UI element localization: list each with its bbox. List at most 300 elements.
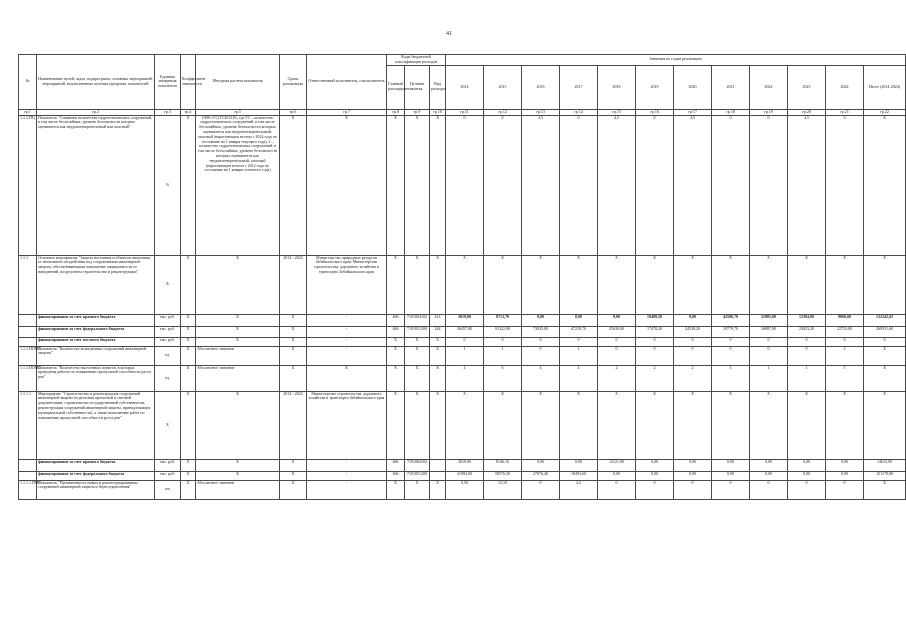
row-code-admin: X [387, 337, 405, 346]
row-value: 19779,70 [712, 326, 750, 337]
row-value: 0 [636, 115, 674, 255]
colnum: гр.20 [788, 109, 826, 115]
program-table [18, 54, 906, 500]
row-value: 0,00 [560, 314, 598, 326]
row-value: 3019,00 [446, 459, 484, 471]
row-value: 0 [826, 115, 864, 255]
row-total: X [864, 480, 906, 499]
row-value: 23023,20 [788, 326, 826, 337]
row-responsible: - [307, 326, 387, 337]
header-code-type: Вид расходов [430, 65, 446, 109]
row-value: 0 [750, 115, 788, 255]
row-value: 0 [636, 337, 674, 346]
header-year: 2020 [674, 65, 712, 109]
row-value: 8146,10 [484, 459, 522, 471]
row-value: 0 [522, 346, 560, 365]
header-row-1 [19, 55, 906, 66]
row-responsible: Министерство природных ресурсов Забайкальского края; Министерство строительства, дорожного хозяйства и транспорта Забайкальского края [307, 255, 387, 314]
row-value: 36457,00 [446, 326, 484, 337]
row-code-type: X [430, 115, 446, 255]
colnum: гр.5 [196, 109, 280, 115]
row-coef: X [181, 337, 196, 346]
row-period: X [280, 337, 307, 346]
row-value: 0 [598, 480, 636, 499]
row-method: 100%×ГС(ГС2012)%, где ГС – количество гидротехнических сооружений, в том числе бесхозяйных, уровень безопасности которых оценивается как неудовлетворительный, опасный (нарастающим итогом с 2014 года по состоянию на 1 января текущего года), 2 – количество гидротехнических сооружений, в том числе бесхозяйных, уровень безопасности которых оценивается как неудовлетворительный, опасный (нарастающим итогом с 2012 года по состоянию на 1 января отчетного года) [196, 115, 280, 255]
row-name: Мероприятие "Строительство и реконструкция сооружений инженерной защиты (подготовка проектной и сметной документации, строительство государственной собственности, реконструкция сооружений инженерной защиты, принадлежащих муниципальной собственности), а также выполнение работ по повышению пропускной способности русел рек" [37, 391, 155, 459]
row-value: 0,00 [674, 314, 712, 326]
row-value: 19409,50 [636, 314, 674, 326]
row-value: X [750, 255, 788, 314]
row-num [19, 471, 37, 480]
row-name: Показатель "Количество возведенных сооружений инженерной защиты" [37, 346, 155, 365]
row-value: 0,56 [446, 480, 484, 499]
row-code-admin: 466 [387, 471, 405, 480]
row-value: 0 [636, 346, 674, 365]
row-coef: X [181, 255, 196, 314]
table-row [19, 346, 906, 365]
row-num: 1.1.1.ПОМ2 [19, 365, 37, 391]
row-value: 0 [484, 115, 522, 255]
row-value: 0,00 [788, 459, 826, 471]
row-value: 4 [446, 365, 484, 391]
header-responsible: Ответственный исполнитель, соисполнитель [307, 55, 387, 110]
row-value: 5 [826, 365, 864, 391]
row-code-admin: X [387, 115, 405, 255]
row-period: X [280, 365, 307, 391]
colnum: гр.4 [181, 109, 196, 115]
row-value: 25630,00 [598, 326, 636, 337]
row-value: 0,00 [750, 471, 788, 480]
row-value: 0 [712, 480, 750, 499]
table-row [19, 365, 906, 391]
colnum: гр.1 [19, 109, 37, 115]
row-num [19, 337, 37, 346]
row-value: 14121,90 [598, 459, 636, 471]
header-code-article: Целевая статья [405, 65, 430, 109]
table-row [19, 471, 906, 480]
row-value: 0,00 [712, 459, 750, 471]
row-num: 1.1.1.ПЦ [19, 115, 37, 255]
colnum: гр.6 [280, 109, 307, 115]
row-value: 2 [598, 365, 636, 391]
row-code-article: X [405, 365, 430, 391]
header-year: 2023 [788, 65, 826, 109]
row-period: X [280, 115, 307, 255]
row-value: 4,5 [788, 115, 826, 255]
row-value: 0 [446, 115, 484, 255]
row-value: 41084,00 [446, 471, 484, 480]
row-value: 0 [484, 337, 522, 346]
row-value: X [788, 255, 826, 314]
row-code-admin: X [387, 480, 405, 499]
row-value: 1 [484, 346, 522, 365]
row-code-type: 244 [430, 326, 446, 337]
row-responsible: - [307, 480, 387, 499]
row-unit: тыс. руб. [155, 337, 181, 346]
row-value: X [712, 255, 750, 314]
row-value: 0 [522, 480, 560, 499]
row-code-article: X [405, 346, 430, 365]
row-value: X [674, 255, 712, 314]
row-method: X [196, 314, 280, 326]
row-value: 91322,90 [484, 326, 522, 337]
header-total: Итого (2014-2024) [864, 65, 906, 109]
row-value: X [826, 255, 864, 314]
row-responsible: - [307, 346, 387, 365]
row-unit: тыс. руб. [155, 326, 181, 337]
row-value: 17478,20 [636, 326, 674, 337]
row-name: Показатель "Снижение количества гидротехнических сооружений, в том числе бесхозяйных, уровень безопасности которых оценивается как неудовлетворительный или опасный" [37, 115, 155, 255]
row-method: Абсолютное значение [196, 365, 280, 391]
row-code-admin: X [387, 346, 405, 365]
row-value: 31805,00 [750, 314, 788, 326]
row-name: Показатель "Количество населенных пунктов, в которых проведены работы по повышению пропускной способности русел рек" [37, 365, 155, 391]
row-value: 27076,40 [522, 471, 560, 480]
colnum: гр.13 [522, 109, 560, 115]
colnum: гр.11 [446, 109, 484, 115]
row-num: 1.1.1. [19, 255, 37, 314]
row-value: 0,00 [674, 471, 712, 480]
header-method: Методика расчета показателя [196, 55, 280, 110]
row-value: 0,00 [750, 459, 788, 471]
colnum: гр.8 [387, 109, 405, 115]
row-value: X [598, 255, 636, 314]
row-code-article: 7101051200 [405, 471, 430, 480]
table-row [19, 391, 906, 459]
row-value: 24538,20 [674, 326, 712, 337]
row-total: X [864, 255, 906, 314]
table-row [19, 314, 906, 326]
row-code-admin: 466 [387, 459, 405, 471]
row-value: 0 [598, 337, 636, 346]
row-code-admin: 466 [387, 326, 405, 337]
row-name: финансирование за счет федерального бюджета [37, 471, 155, 480]
row-code-type: X [430, 365, 446, 391]
row-value: X [598, 391, 636, 459]
row-value: 0 [522, 337, 560, 346]
colnum: гр.7 [307, 109, 387, 115]
row-coef: X [181, 365, 196, 391]
row-code-type: X [430, 346, 446, 365]
row-value: 0 [674, 337, 712, 346]
colnum: гр.21 [826, 109, 864, 115]
header-year: 2021 [712, 65, 750, 109]
row-method: Абсолютное значение [196, 480, 280, 499]
table-row [19, 326, 906, 337]
row-value: 0 [788, 337, 826, 346]
header-year: 2018 [598, 65, 636, 109]
row-name: Показатель "Протяженность новых и реконструированных сооружений инженерной защиты и берегоукрепления" [37, 480, 155, 499]
row-value: 22753,00 [826, 326, 864, 337]
row-value: 0 [826, 337, 864, 346]
row-value: X [674, 391, 712, 459]
header-codes: Коды бюджетной классификации расходов [387, 55, 446, 66]
row-value: X [446, 255, 484, 314]
row-coef: X [181, 391, 196, 459]
row-code-type: X [430, 255, 446, 314]
row-num [19, 326, 37, 337]
row-unit: ед. [155, 365, 181, 391]
row-value: 0,00 [636, 459, 674, 471]
row-responsible: X [307, 365, 387, 391]
header-code-admin: Главный распорядитель [387, 65, 405, 109]
row-code-type: X [430, 337, 446, 346]
row-code-type [430, 459, 446, 471]
header-year: 2019 [636, 65, 674, 109]
row-value: 0 [560, 337, 598, 346]
row-value: 4,5 [674, 115, 712, 255]
row-value: 6 [484, 365, 522, 391]
row-code-type: X [430, 391, 446, 459]
row-method: X [196, 326, 280, 337]
row-value: 3 [712, 365, 750, 391]
row-value: 0,00 [598, 314, 636, 326]
row-value: 0 [560, 115, 598, 255]
row-total: 132242,02 [864, 314, 906, 326]
row-code-type: X [430, 480, 446, 499]
row-name: финансирование за счет федерального бюджета [37, 326, 155, 337]
row-name: финансирование за счет местного бюджета [37, 337, 155, 346]
row-num: 1.1.1.1. [19, 391, 37, 459]
row-value: 12304,00 [788, 314, 826, 326]
row-value: 0,00 [826, 471, 864, 480]
row-unit: км [155, 480, 181, 499]
row-responsible: - [307, 471, 387, 480]
row-unit: % [155, 115, 181, 255]
row-value: 0 [636, 480, 674, 499]
row-method: Абсолютное значение [196, 346, 280, 365]
row-responsible: Министерство строительства, дорожного хозяйства и транспорта Забайкальского края [307, 391, 387, 459]
header-num: № [19, 55, 37, 110]
colnum: гр.12 [484, 109, 522, 115]
colnum: гр.15 [598, 109, 636, 115]
row-total: X [864, 346, 906, 365]
row-num: 1.1.1.ПОМ1 [19, 346, 37, 365]
row-value: 42506,70 [712, 314, 750, 326]
row-value: X [788, 391, 826, 459]
row-code-admin: X [387, 391, 405, 459]
row-num [19, 459, 37, 471]
row-value: 2 [826, 346, 864, 365]
row-num: 1.1.1.1.ПМ1 [19, 480, 37, 499]
row-value: 13,10 [484, 480, 522, 499]
row-value: 0 [674, 480, 712, 499]
page-number: 41 [446, 31, 452, 37]
row-value: 73035,00 [522, 326, 560, 337]
row-total: 151178,90 [864, 471, 906, 480]
row-code-article: X [405, 337, 430, 346]
table-row [19, 115, 906, 255]
row-value: 0 [788, 346, 826, 365]
row-value: 1 [446, 346, 484, 365]
row-value: 0,00 [674, 459, 712, 471]
row-value: X [636, 255, 674, 314]
row-value: 18493,60 [560, 471, 598, 480]
row-coef: X [181, 115, 196, 255]
row-unit: X [155, 391, 181, 459]
row-code-admin: X [387, 365, 405, 391]
row-period: X [280, 346, 307, 365]
colnum: гр.3 [155, 109, 181, 115]
colnum: гр.22 [864, 109, 906, 115]
row-method: X [196, 459, 280, 471]
row-period: 2014 - 2024 [280, 391, 307, 459]
row-value: X [522, 391, 560, 459]
row-value: 0 [826, 480, 864, 499]
row-value: 0,00 [788, 471, 826, 480]
row-value: 0,00 [560, 459, 598, 471]
colnum: гр.2 [37, 109, 155, 115]
row-value: X [446, 391, 484, 459]
row-value: X [484, 391, 522, 459]
row-period: X [280, 471, 307, 480]
row-code-article: X [405, 255, 430, 314]
row-value: 1 [750, 365, 788, 391]
row-total: 269351,60 [864, 326, 906, 337]
row-coef: X [181, 471, 196, 480]
row-value: 4 [522, 365, 560, 391]
colnum: гр.17 [674, 109, 712, 115]
row-total: X [864, 391, 906, 459]
table-row [19, 459, 906, 471]
row-value: 0 [750, 337, 788, 346]
row-value: X [636, 391, 674, 459]
row-value: 58576,30 [484, 471, 522, 480]
row-code-type [430, 471, 446, 480]
row-code-article: 7101004102 [405, 459, 430, 471]
row-value: 0 [446, 337, 484, 346]
table-row [19, 480, 906, 499]
row-num [19, 314, 37, 326]
row-coef: X [181, 346, 196, 365]
row-value: 4,5 [598, 115, 636, 255]
row-code-article: X [405, 391, 430, 459]
table-row [19, 337, 906, 346]
row-value: 47218,70 [560, 326, 598, 337]
row-value: 0 [750, 480, 788, 499]
colnum: гр.19 [750, 109, 788, 115]
header-year: 2015 [484, 65, 522, 109]
row-code-type: 414 [430, 314, 446, 326]
header-unit: Единица измерения показателя [155, 55, 181, 110]
row-unit: ед. [155, 346, 181, 365]
row-coef: X [181, 326, 196, 337]
row-total: 0 [864, 337, 906, 346]
header-coef: Коэффициент значимости [181, 55, 196, 110]
row-responsible: - [307, 337, 387, 346]
header-year: 2014 [446, 65, 484, 109]
row-value: 1 [560, 346, 598, 365]
row-value: X [484, 255, 522, 314]
header-name: Наименование целей, задач, подпрограмм, основных мероприятий, мероприятий, ведомственных целевых программ, показателей [37, 55, 155, 110]
row-coef: X [181, 480, 196, 499]
row-responsible: X [307, 115, 387, 255]
row-method: X [196, 391, 280, 459]
row-value: 0 [712, 346, 750, 365]
row-period: X [280, 326, 307, 337]
row-unit: X [155, 255, 181, 314]
row-value: 2 [636, 365, 674, 391]
row-name: финансирование за счет краевого бюджета [37, 459, 155, 471]
colnum: гр.18 [712, 109, 750, 115]
header-values: Значения по годам реализации [446, 55, 906, 66]
row-value: 0 [750, 346, 788, 365]
header-year: 2022 [750, 65, 788, 109]
row-value: 0 [788, 480, 826, 499]
row-value: X [522, 255, 560, 314]
row-name: Основное мероприятие "Защита населения и объектов экономики от негативного воздействия вод сооружениями инженерной защиты, обеспечивающими повышение защищенности от наводнений, посредством строительства и реконструкции" [37, 255, 155, 314]
row-value: 0 [712, 337, 750, 346]
row-value: 3019,00 [446, 314, 484, 326]
row-period: X [280, 459, 307, 471]
row-value: 0 [712, 115, 750, 255]
row-unit: тыс. руб. [155, 459, 181, 471]
row-responsible: - [307, 459, 387, 471]
row-value: 2 [674, 365, 712, 391]
row-total: X [864, 365, 906, 391]
row-value: 4 [560, 365, 598, 391]
row-period: X [280, 480, 307, 499]
row-value: 0,00 [826, 459, 864, 471]
table-row [19, 255, 906, 314]
row-method: X [196, 337, 280, 346]
row-value: X [712, 391, 750, 459]
row-value: 0,00 [712, 471, 750, 480]
row-code-article: X [405, 115, 430, 255]
row-period: X [280, 314, 307, 326]
row-value: 0 [598, 346, 636, 365]
row-coef: X [181, 459, 196, 471]
row-value: 2,2 [560, 480, 598, 499]
row-code-admin: 466 [387, 314, 405, 326]
row-method: X [196, 471, 280, 480]
row-value: X [750, 391, 788, 459]
row-code-article: 7101051200 [405, 326, 430, 337]
colnum: гр.16 [636, 109, 674, 115]
row-unit: тыс. руб. [155, 314, 181, 326]
row-value: X [560, 391, 598, 459]
row-value: 4,5 [522, 115, 560, 255]
row-code-article: X [405, 480, 430, 499]
row-unit: тыс. руб. [155, 471, 181, 480]
header-year: 2024 [826, 65, 864, 109]
header-year: 2016 [522, 65, 560, 109]
row-responsible: - [307, 314, 387, 326]
row-value: X [826, 391, 864, 459]
header-year: 2017 [560, 65, 598, 109]
row-value: 16887,90 [750, 326, 788, 337]
row-value: 1 [788, 365, 826, 391]
row-code-article: 7101004102 [405, 314, 430, 326]
colnum: гр.10 [430, 109, 446, 115]
row-period: 2014 - 2024 [280, 255, 307, 314]
row-value: 0,00 [522, 459, 560, 471]
header-period: Сроки реализации [280, 55, 307, 110]
row-value: 0,00 [522, 314, 560, 326]
row-value: 0 [674, 346, 712, 365]
colnum: гр.14 [560, 109, 598, 115]
colnum: гр.9 [405, 109, 430, 115]
row-value: 0,00 [598, 471, 636, 480]
row-value: X [560, 255, 598, 314]
row-coef: X [181, 314, 196, 326]
row-method: X [196, 255, 280, 314]
row-total: X [864, 115, 906, 255]
row-value: 0,00 [636, 471, 674, 480]
row-value: 8713,70 [484, 314, 522, 326]
row-total: 14633,90 [864, 459, 906, 471]
row-code-admin: X [387, 255, 405, 314]
